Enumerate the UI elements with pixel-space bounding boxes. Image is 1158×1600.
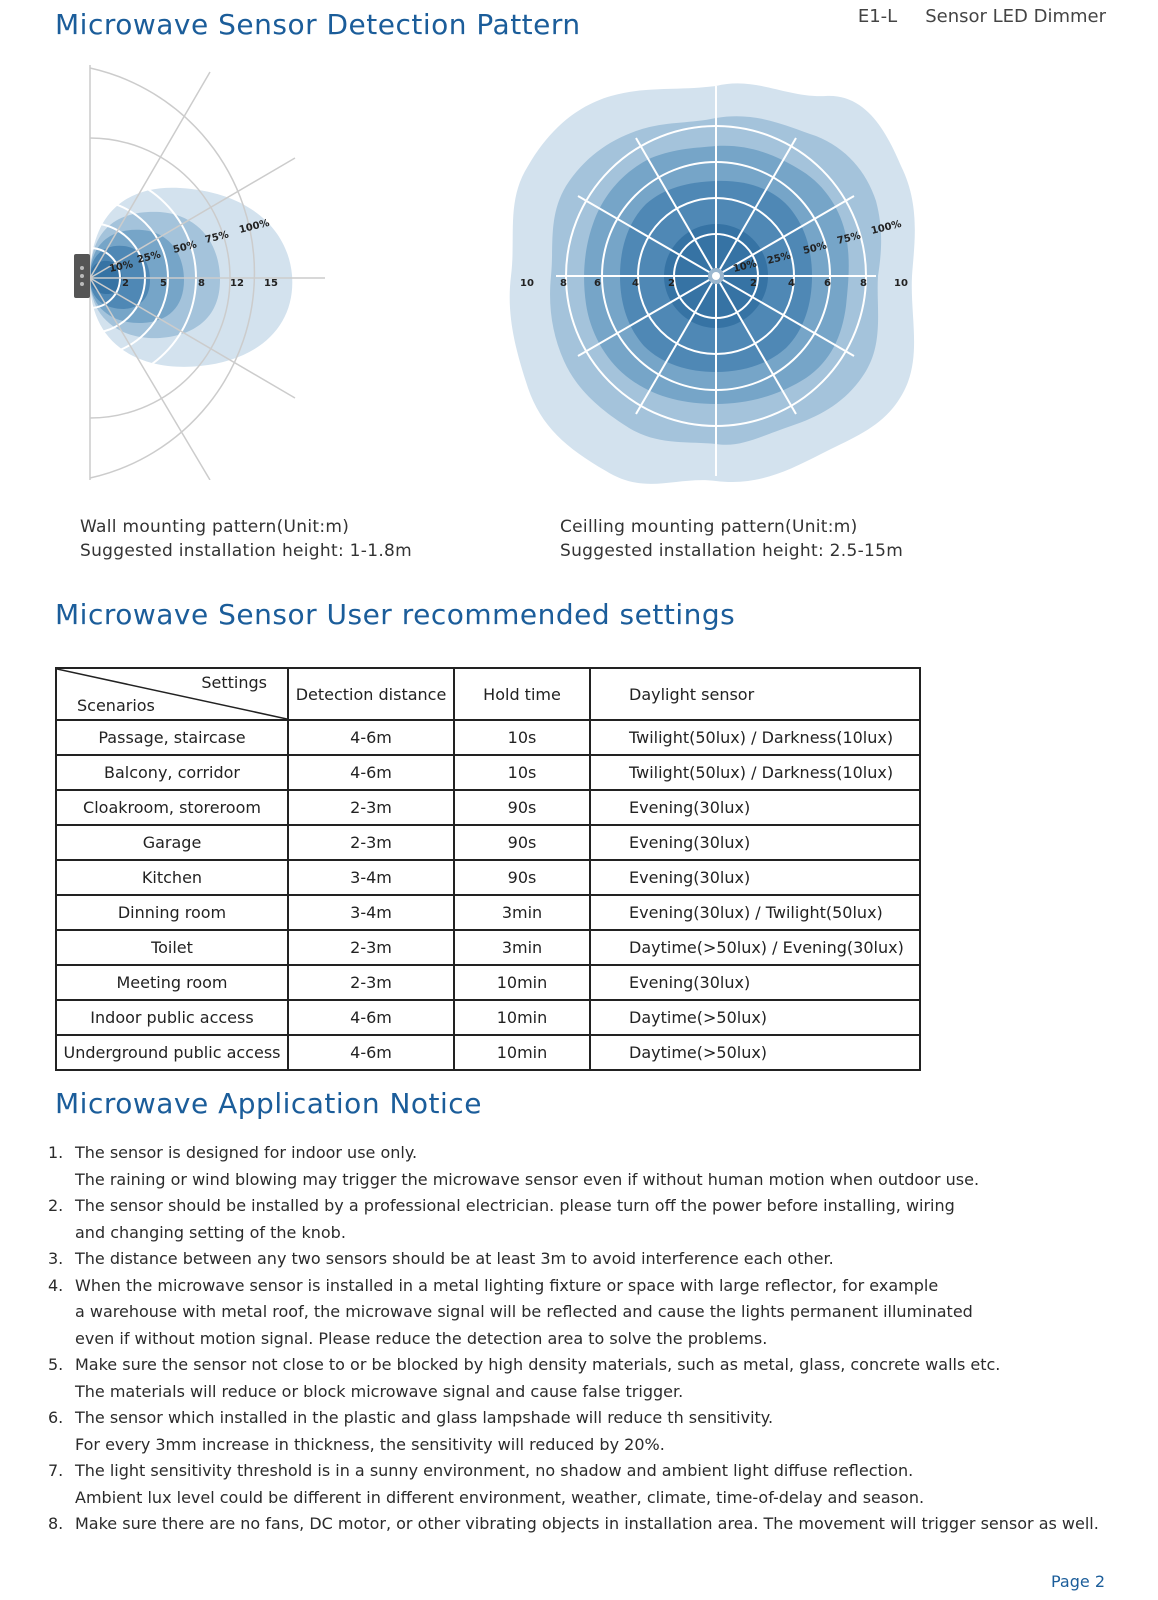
ceiling-tick-right-6: 6 — [824, 278, 831, 289]
cell-distance: 3-4m — [288, 860, 454, 895]
settings-header-row — [56, 668, 920, 720]
wall-caption-line2: Suggested installation height: 1-1.8m — [80, 541, 413, 561]
notice-line: The raining or wind blowing may trigger the microwave sensor even if without human motion when outdoor use. — [75, 1169, 980, 1189]
ceiling-percent-100: 100% — [870, 218, 903, 237]
cell-scenario: Garage — [56, 825, 288, 860]
cell-daylight: Daytime(>50lux) — [590, 1000, 920, 1035]
notice-line: When the microwave sensor is installed in a metal lighting fixture or space with large reflector, for example — [75, 1275, 939, 1295]
cell-distance: 4-6m — [288, 1035, 454, 1070]
notice-number: 8. — [48, 1514, 64, 1533]
cell-hold: 10s — [454, 755, 590, 790]
ceiling-caption — [560, 515, 903, 563]
notice-text — [75, 1405, 773, 1458]
settings-title: Microwave Sensor User recommended settings — [55, 598, 736, 631]
table-row — [56, 755, 920, 790]
list-item — [48, 1511, 1128, 1538]
wall-sensor-icon — [80, 266, 84, 286]
ceiling-tick-left-10: 10 — [520, 278, 534, 289]
notice-list — [48, 1140, 1128, 1538]
notice-text — [75, 1140, 979, 1193]
notice-text — [75, 1458, 924, 1511]
ceiling-tick-left-4: 4 — [632, 278, 639, 289]
notice-line: The sensor is designed for indoor use only. — [75, 1143, 418, 1162]
notice-number: 1. — [48, 1143, 64, 1162]
ceiling-tick-left-8: 8 — [560, 278, 567, 289]
wall-percent-10: 10% — [108, 259, 135, 275]
product-name: Sensor LED Dimmer — [925, 6, 1106, 27]
notice-line: Make sure the sensor not close to or be blocked by high density materials, such as metal, glass, concrete walls etc. — [75, 1355, 1001, 1374]
list-item — [48, 1246, 1128, 1273]
cell-hold: 90s — [454, 790, 590, 825]
cell-distance: 2-3m — [288, 825, 454, 860]
cell-scenario: Meeting room — [56, 965, 288, 1000]
col-daylight-sensor: Daylight sensor — [590, 668, 920, 720]
ceiling-tick-right-2: 2 — [750, 278, 757, 289]
list-item — [48, 1193, 1128, 1246]
wall-percent-25: 25% — [136, 249, 162, 266]
cell-hold: 90s — [454, 860, 590, 895]
cell-scenario: Dinning room — [56, 895, 288, 930]
settings-corner-cell — [56, 668, 288, 720]
cell-scenario: Balcony, corridor — [56, 755, 288, 790]
notice-line: The materials will reduce or block microwave signal and cause false trigger. — [75, 1381, 684, 1401]
notice-text — [75, 1246, 834, 1273]
table-row — [56, 825, 920, 860]
notice-number: 3. — [48, 1249, 64, 1268]
table-row — [56, 930, 920, 965]
wall-tick-5: 5 — [160, 278, 167, 289]
ceiling-sensor-icon — [708, 268, 724, 284]
cell-scenario: Kitchen — [56, 860, 288, 895]
cell-daylight: Twilight(50lux) / Darkness(10lux) — [590, 755, 920, 790]
col-detection-distance: Detection distance — [288, 668, 454, 720]
list-item — [48, 1458, 1128, 1511]
list-item — [48, 1273, 1128, 1353]
page-title: Microwave Sensor Detection Pattern — [55, 8, 581, 41]
wall-tick-8: 8 — [198, 278, 205, 289]
notice-number: 2. — [48, 1196, 64, 1215]
notice-number: 7. — [48, 1461, 64, 1480]
cell-scenario: Toilet — [56, 930, 288, 965]
notice-line: The sensor which installed in the plastic and glass lampshade will reduce th sensitivity. — [75, 1408, 774, 1427]
notice-number: 6. — [48, 1408, 64, 1427]
cell-daylight: Daytime(>50lux) — [590, 1035, 920, 1070]
corner-scenarios-label: Scenarios — [77, 696, 155, 715]
cell-daylight: Daytime(>50lux) / Evening(30lux) — [590, 930, 920, 965]
ceiling-tick-left-6: 6 — [594, 278, 601, 289]
wall-caption — [80, 515, 412, 563]
ceiling-caption-line2: Suggested installation height: 2.5-15m — [560, 541, 904, 561]
ceiling-mounting-diagram — [505, 60, 925, 500]
cell-scenario: Passage, staircase — [56, 720, 288, 755]
notice-text — [75, 1352, 1000, 1405]
cell-daylight: Evening(30lux) — [590, 965, 920, 1000]
table-row — [56, 1035, 920, 1070]
notice-number: 5. — [48, 1355, 64, 1374]
list-item — [48, 1352, 1128, 1405]
table-row — [56, 860, 920, 895]
table-row — [56, 720, 920, 755]
ceiling-percent-10: 10% — [732, 258, 758, 275]
notice-number: 4. — [48, 1275, 64, 1295]
cell-daylight: Evening(30lux) — [590, 860, 920, 895]
cell-hold: 90s — [454, 825, 590, 860]
ceiling-tick-right-4: 4 — [788, 278, 795, 289]
ceiling-tick-left-2: 2 — [668, 278, 675, 289]
corner-settings-label: Settings — [201, 673, 267, 692]
cell-scenario: Indoor public access — [56, 1000, 288, 1035]
wall-tick-15: 15 — [264, 278, 278, 289]
table-row — [56, 790, 920, 825]
wall-percent-100: 100% — [238, 217, 271, 236]
wall-mounting-diagram — [60, 60, 350, 480]
list-item — [48, 1140, 1128, 1193]
ceiling-caption-line1: Ceilling mounting pattern(Unit:m) — [560, 517, 858, 537]
cell-distance: 4-6m — [288, 1000, 454, 1035]
cell-hold: 10min — [454, 965, 590, 1000]
list-item — [48, 1405, 1128, 1458]
cell-distance: 2-3m — [288, 790, 454, 825]
col-hold-time: Hold time — [454, 668, 590, 720]
notice-line: a warehouse with metal roof, the microwave signal will be reflected and cause the lights permanent illuminated — [75, 1302, 973, 1321]
cell-hold: 10min — [454, 1035, 590, 1070]
ceiling-percent-50: 50% — [802, 240, 828, 257]
cell-daylight: Evening(30lux) — [590, 825, 920, 860]
notice-line: Ambient lux level could be different in different environment, weather, climate, time-of-delay and season. — [75, 1487, 925, 1507]
cell-hold: 10min — [454, 1000, 590, 1035]
notice-line: The distance between any two sensors should be at least 3m to avoid interference each other. — [75, 1249, 834, 1268]
wall-percent-50: 50% — [172, 239, 198, 256]
settings-table — [55, 667, 921, 1071]
cell-daylight: Twilight(50lux) / Darkness(10lux) — [590, 720, 920, 755]
cell-distance: 4-6m — [288, 755, 454, 790]
cell-daylight: Evening(30lux) — [590, 790, 920, 825]
notice-line: For every 3mm increase in thickness, the sensitivity will reduced by 20%. — [75, 1434, 665, 1454]
table-row — [56, 895, 920, 930]
notice-line: Make sure there are no fans, DC motor, or other vibrating objects in installation area. The movement will trigger sensor as well. — [75, 1514, 1099, 1533]
page-number: Page 2 — [1051, 1572, 1105, 1591]
notice-title: Microwave Application Notice — [55, 1087, 482, 1120]
cell-distance: 2-3m — [288, 930, 454, 965]
table-row — [56, 1000, 920, 1035]
notice-line: The light sensitivity threshold is in a sunny environment, no shadow and ambient light diffuse reflection. — [75, 1461, 914, 1480]
notice-line: even if without motion signal. Please reduce the detection area to solve the problems. — [75, 1328, 768, 1348]
settings-body — [56, 720, 920, 1070]
notice-text — [75, 1273, 973, 1353]
wall-percent-75: 75% — [204, 229, 230, 246]
cell-distance: 2-3m — [288, 965, 454, 1000]
cell-daylight: Evening(30lux) / Twilight(50lux) — [590, 895, 920, 930]
ceiling-tick-right-10: 10 — [894, 278, 908, 289]
cell-scenario: Underground public access — [56, 1035, 288, 1070]
cell-distance: 3-4m — [288, 895, 454, 930]
ceiling-percent-25: 25% — [766, 250, 792, 267]
ceiling-tick-right-8: 8 — [860, 278, 867, 289]
cell-hold: 3min — [454, 895, 590, 930]
wall-caption-line1: Wall mounting pattern(Unit:m) — [80, 517, 350, 537]
wall-tick-12: 12 — [230, 278, 244, 289]
header-product — [858, 6, 1106, 27]
cell-hold: 10s — [454, 720, 590, 755]
notice-line: and changing setting of the knob. — [75, 1222, 346, 1242]
notice-text — [75, 1511, 1099, 1538]
cell-scenario: Cloakroom, storeroom — [56, 790, 288, 825]
model-code: E1-L — [857, 6, 898, 27]
notice-text — [75, 1193, 955, 1246]
notice-line: The sensor should be installed by a professional electrician. please turn off the power before installing, wiring — [75, 1196, 955, 1215]
cell-distance: 4-6m — [288, 720, 454, 755]
ceiling-percent-75: 75% — [836, 230, 862, 247]
cell-hold: 3min — [454, 930, 590, 965]
wall-tick-2: 2 — [122, 278, 129, 289]
table-row — [56, 965, 920, 1000]
